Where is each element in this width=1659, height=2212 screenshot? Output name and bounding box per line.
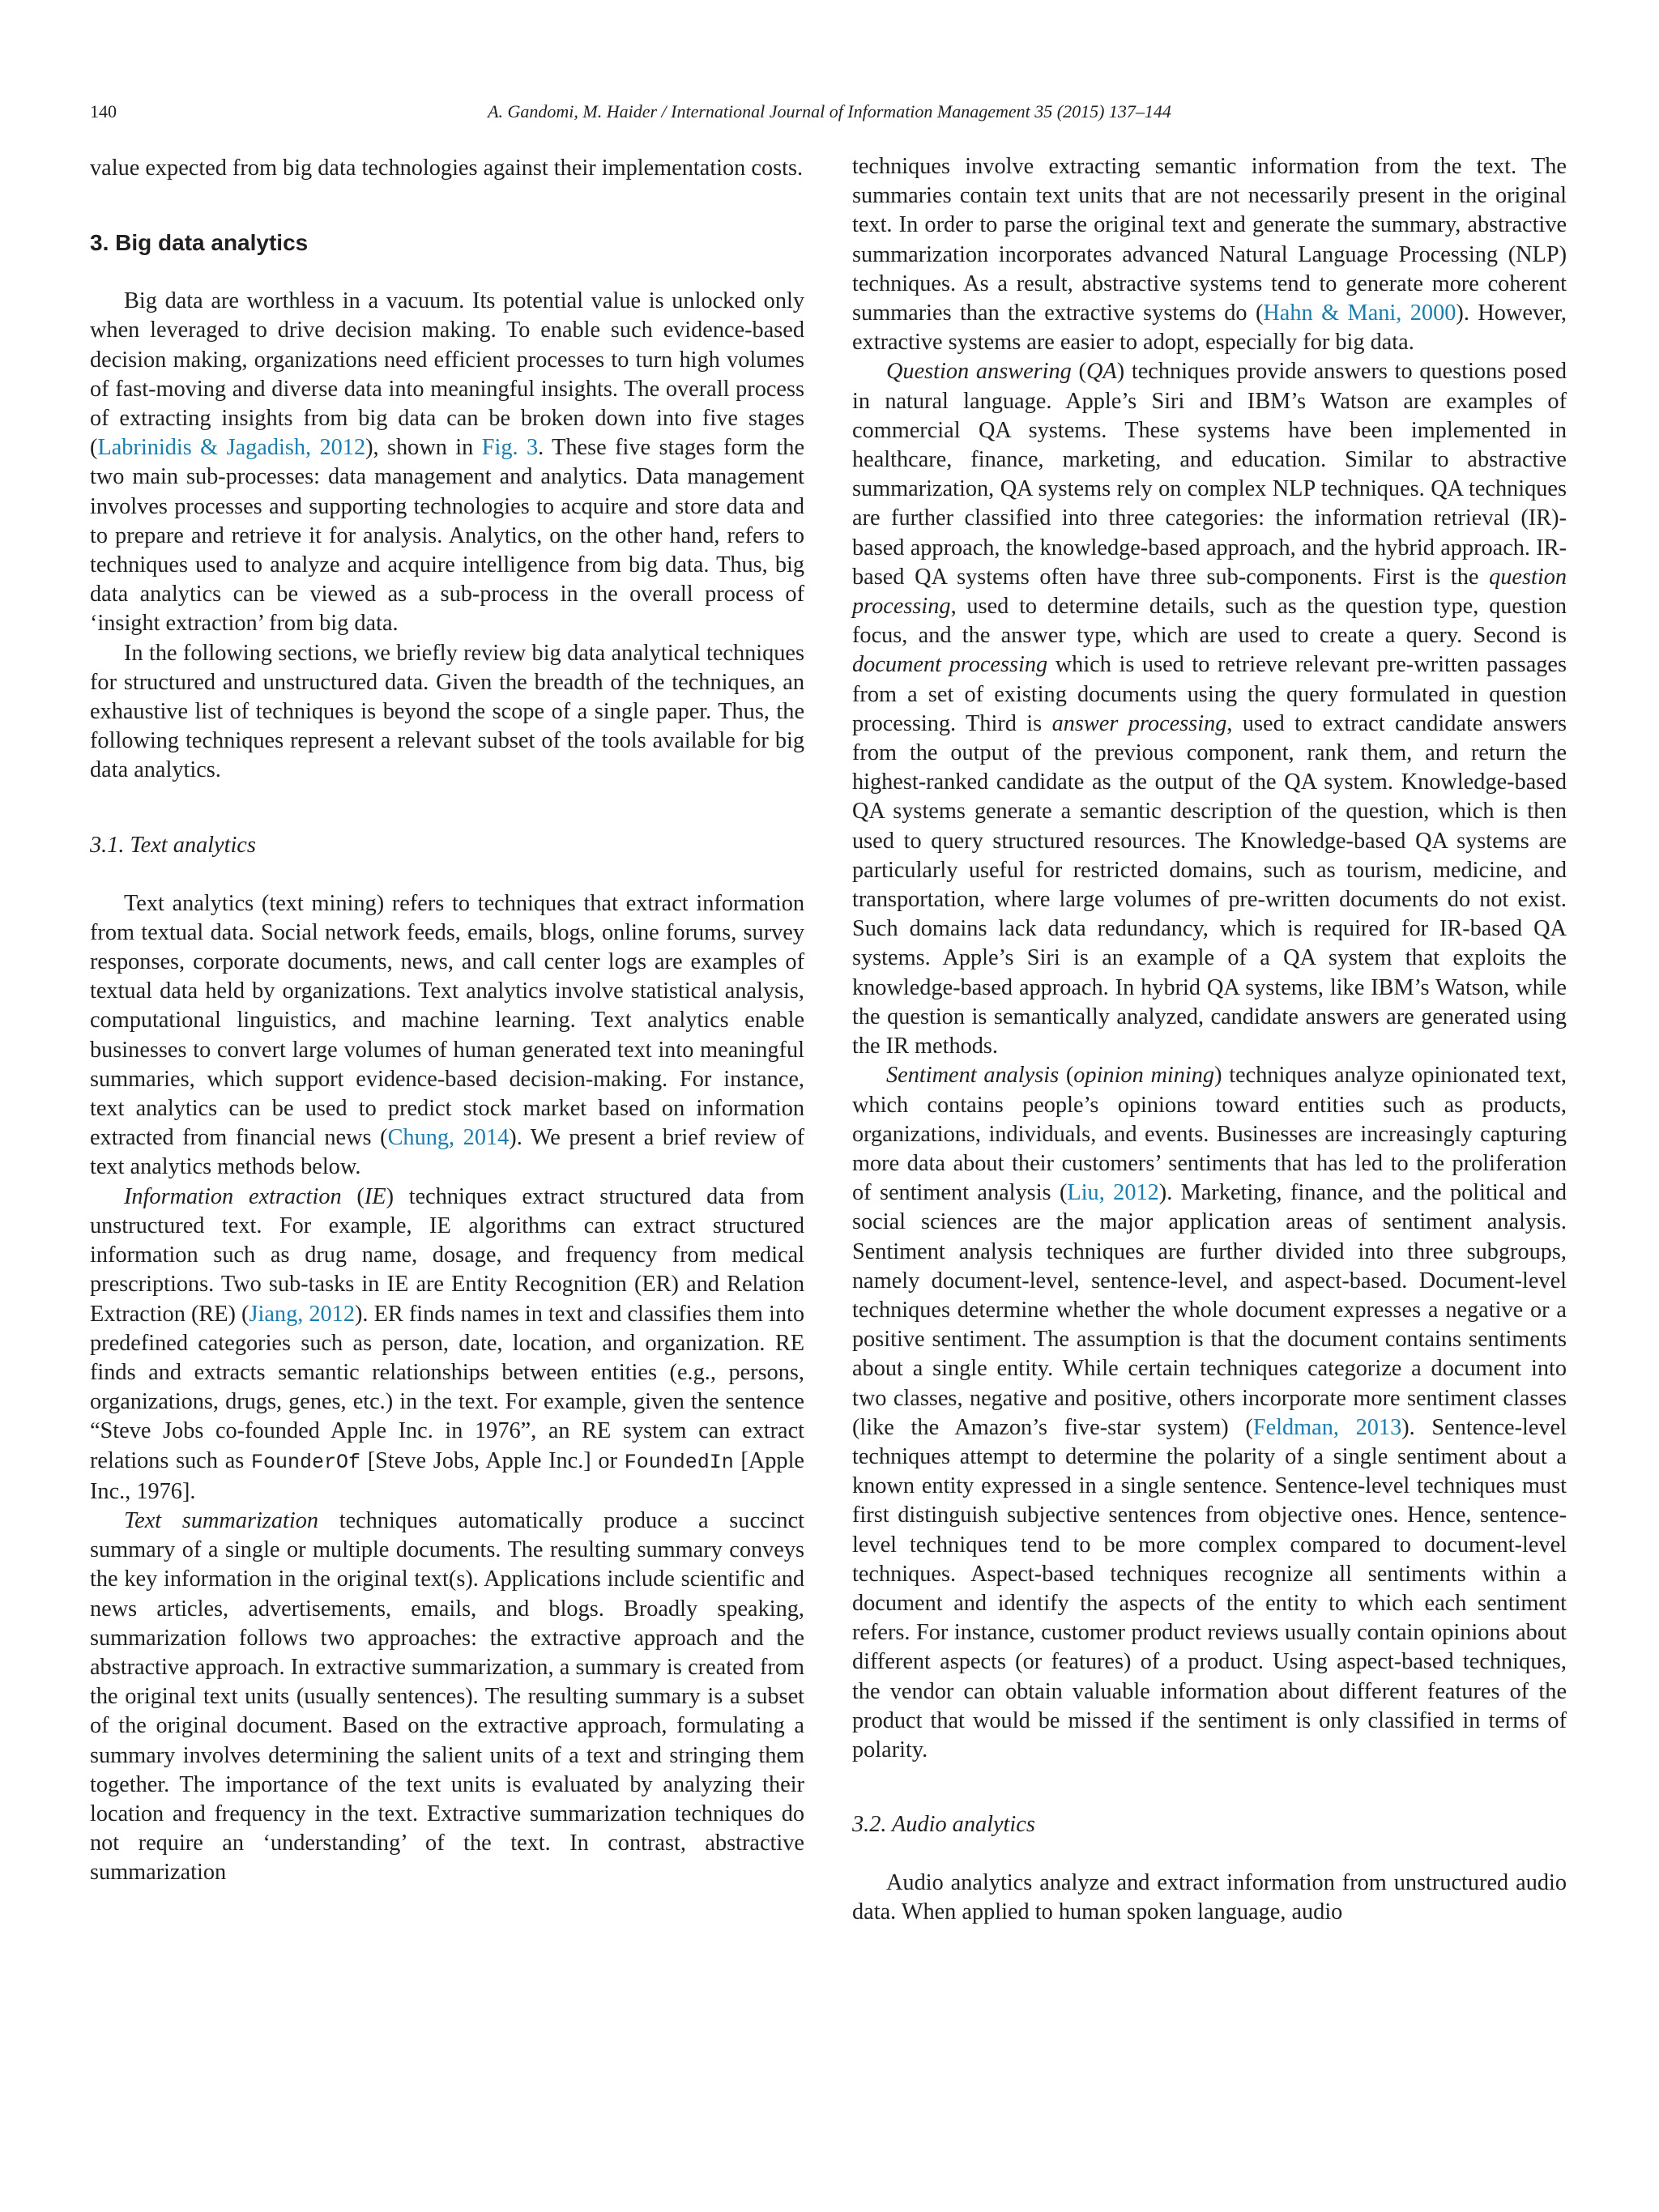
- term: Question answering: [886, 359, 1072, 385]
- paragraph: Sentiment analysis (opinion mining) techniques analyze opinionated text, which contains people’s opinions toward entities such as products, organizations, individuals, and events. Businesses are increasingly capturing more data about their customers’ sentiments that has led to the proliferation of sentiment analysis (Liu, 2012). Marketing, finance, and the political and social sciences are the major application areas of sentiment analysis. Sentiment analysis techniques are further divided into three subgroups, namely document-level, sentence-level, and aspect-based. Document-level techniques determine whether the whole document expresses a negative or a positive sentiment. The assumption is that the document contains sentiments about a single entity. While certain techniques categorize a document into two classes, negative and positive, others incorporate more sentiment classes (like the Amazon’s five-star system) (Feldman, 2013). Sentence-level techniques attempt to determine the polarity of a single sentiment about a known entity expressed in a single sentence. Sentence-level techniques must first distinguish subjective sentences from objective ones. Hence, sentence-level techniques tend to be more complex compared to document-level techniques. Aspect-based techniques recognize all sentiments within a document and identify the aspects of the entity to which each sentiment refers. For instance, customer product reviews usually contain opinions about different aspects (or features) of a product. Using aspect-based techniques, the vendor can obtain valuable information about different features of the product that would be missed if the sentiment is only classified in terms of polarity.: [852, 1063, 1567, 1762]
- code-term: FounderOf: [250, 1450, 361, 1474]
- code-term: FoundedIn: [624, 1450, 734, 1474]
- carry-over-paragraph: value expected from big data technologies against their implementation costs.: [90, 156, 804, 181]
- page-number: 140: [90, 101, 117, 121]
- paragraph: Text analytics (text mining) refers to techniques that extract information from textual data. Social network feeds, emails, blogs, online forums, survey responses, corporate documents, news, and call center logs are examples of textual data held by organizations. Text analytics involve statistical analysis, computational linguistics, and machine learning. Text analytics enable businesses to convert large volumes of human generated text into meaningful summaries, which support evidence-based decision-making. For instance, text analytics can be used to predict stock market based on information extracted from financial news (Chung, 2014). We present a brief review of text analytics methods below.: [90, 890, 804, 1180]
- subsection-heading: 3.1. Text analytics: [90, 832, 256, 858]
- term: Sentiment analysis: [886, 1063, 1060, 1089]
- citation-link[interactable]: Jiang, 2012: [249, 1301, 355, 1327]
- paragraph: Question answering (QA) techniques provide answers to questions posed in natural language. Apple’s Siri and IBM’s Watson are examples of commercial QA systems. These systems have been implemented in healthcare, finance, marketing, and education. Similar to abstractive summarization, QA systems rely on complex NLP techniques. QA techniques are further classified into three categories: the information retrieval (IR)-based approach, the knowledge-based approach, and the hybrid approach. IR-based QA systems often have three sub-components. First is the question processing, used to determine details, such as the question type, question focus, and the answer type, which are used to create a query. Second is document processing which is used to retrieve relevant pre-written passages from a set of existing documents using the query formulated in question processing. Third is answer processing, used to extract candidate answers from the output of the previous component, rank them, and return the highest-ranked candidate as the output of the QA system. Knowledge-based QA systems generate a semantic description of the question, which is then used to query structured resources. The Knowledge-based QA systems are particularly useful for restricted domains, such as tourism, medicine, and transportation, where large volumes of pre-written documents do not exist. Such domains lack data redundancy, which is required for IR-based QA systems. Apple’s Siri is an example of a QA system that exploits the knowledge-based approach. In hybrid QA systems, like IBM’s Watson, while the question is semantically analyzed, candidate answers are generated using the IR methods.: [852, 359, 1567, 1059]
- section-heading: 3. Big data analytics: [90, 230, 309, 256]
- citation-link[interactable]: Chung, 2014: [387, 1125, 510, 1151]
- term: Information extraction: [124, 1183, 342, 1209]
- paragraph: Information extraction (IE) techniques extract structured data from unstructured text. For example, IE algorithms can extract structured information such as drug name, dosage, and frequency from medical prescriptions. Two sub-tasks in IE are Entity Recognition (ER) and Relation Extraction (RE) (Jiang, 2012). ER finds names in text and classifies them into predefined categories such as person, date, location, and organization. RE finds and extracts semantic relationships between entities (e.g., persons, organizations, drugs, genes, etc.) in the text. For example, given the sentence “Steve Jobs co-founded Apple Inc. in 1976”, an RE system can extract relations such as FounderOf [Steve Jobs, Apple Inc.] or FoundedIn [Apple Inc., 1976].: [90, 1183, 804, 1504]
- citation-link[interactable]: Hahn & Mani, 2000: [1263, 300, 1456, 326]
- right-column: [852, 152, 1567, 1928]
- paragraph: Audio analytics analyze and extract information from unstructured audio data. When applied to human spoken language, audio: [852, 1870, 1567, 1925]
- citation-link[interactable]: Feldman, 2013: [1252, 1414, 1402, 1440]
- subsection-heading: 3.2. Audio analytics: [852, 1812, 1035, 1838]
- running-head: A. Gandomi, M. Haider / International Journal of Information Management 35 (2015) 137–144: [488, 101, 1171, 121]
- figure-link[interactable]: Fig. 3: [481, 435, 539, 461]
- citation-link[interactable]: Labrinidis & Jagadish, 2012: [97, 435, 366, 461]
- paragraph: techniques involve extracting semantic information from the text. The summaries contain text units that are not necessarily present in the original text. In order to parse the original text and generate the summary, abstractive summarization incorporates advanced Natural Language Processing (NLP) techniques. As a result, abstractive systems tend to generate more coherent summaries than the extractive systems do (Hahn & Mani, 2000). However, extractive systems are easier to adopt, especially for big data.: [852, 154, 1567, 356]
- paragraph: Big data are worthless in a vacuum. Its potential value is unlocked only when leveraged to drive decision making. To enable such evidence-based decision making, organizations need efficient processes to turn high volumes of fast-moving and diverse data into meaningful insights. The overall process of extracting insights from big data can be broken down into five stages (Labrinidis & Jagadish, 2012), shown in Fig. 3. These five stages form the two main sub-processes: data management and analytics. Data management involves processes and supporting technologies to acquire and store data and to prepare and retrieve it for analysis. Analytics, on the other hand, refers to techniques used to analyze and acquire intelligence from big data. Thus, big data analytics can be viewed as a sub-process in the overall process of ‘insight extraction’ from big data.: [90, 288, 805, 637]
- left-column: [90, 154, 804, 1888]
- term: Text summarization: [124, 1507, 319, 1533]
- citation-link[interactable]: Liu, 2012: [1067, 1180, 1159, 1206]
- paragraph: Text summarization techniques automatically produce a succinct summary of a single or multiple documents. The resulting summary conveys the key information in the original text(s). Applications include scientific and news articles, advertisements, emails, and blogs. Broadly speaking, summarization follows two approaches: the extractive approach and the abstractive approach. In extractive summarization, a summary is created from the original text units (usually sentences). The resulting summary is a subset of the original document. Based on the extractive approach, formulating a summary involves determining the salient units of a text and stringing them together. The importance of the text units is evaluated by analyzing their location and frequency in the text. Extractive summarization techniques do not require an ‘understanding’ of the text. In contrast, abstractive summarization: [90, 1507, 804, 1886]
- paragraph: In the following sections, we briefly review big data analytical techniques for structured and unstructured data. Given the breadth of the techniques, an exhaustive list of techniques is beyond the scope of a single paper. Thus, the following techniques represent a relevant subset of the tools available for big data analytics.: [90, 640, 804, 783]
